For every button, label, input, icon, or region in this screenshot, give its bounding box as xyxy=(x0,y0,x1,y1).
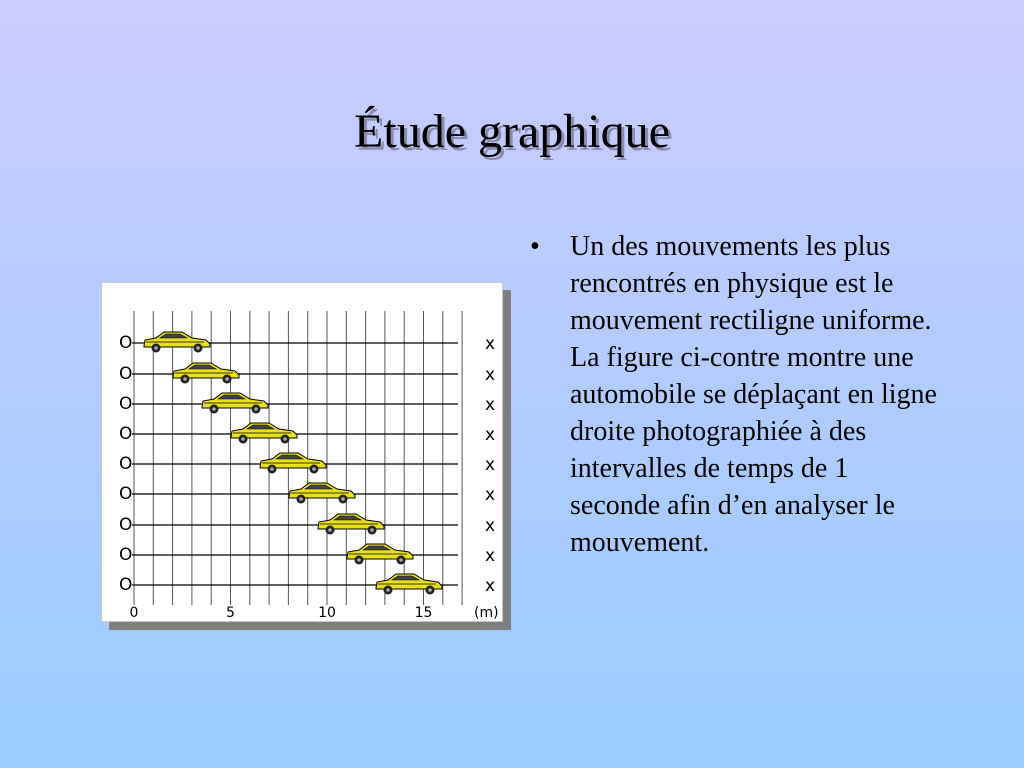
motion-diagram xyxy=(102,283,502,621)
car-icon xyxy=(231,423,297,444)
car-icon xyxy=(318,514,384,535)
right-marker-x: x xyxy=(485,576,496,596)
right-marker-x: x xyxy=(485,516,496,536)
right-marker-x: x xyxy=(485,395,496,415)
left-marker-o: O xyxy=(119,454,133,474)
left-marker-o: O xyxy=(119,484,133,504)
left-marker-o: O xyxy=(119,545,133,565)
left-marker-o: O xyxy=(119,394,133,414)
car-icon xyxy=(202,393,268,414)
left-marker-o: O xyxy=(119,424,133,444)
bullet-text: Un des mouvements les plus rencontrés en physique est le mouvement rectiligne uniforme. La figure ci-contre montre une automobile se déplaçant en ligne droite photographiée à des intervalles de temps de 1 seconde afin d’en analyser le mouvement. xyxy=(570,231,937,558)
motion-figure xyxy=(101,282,503,622)
bullet-marker: • xyxy=(530,231,540,262)
left-marker-o: O xyxy=(119,515,133,535)
car-icon xyxy=(260,453,326,474)
car-icon xyxy=(347,544,413,565)
car-icon xyxy=(144,332,210,353)
x-tick-label: 5 xyxy=(226,605,235,621)
car-icon xyxy=(376,574,442,595)
left-marker-o: O xyxy=(119,364,133,384)
x-tick-label: 10 xyxy=(318,605,336,621)
x-unit-label: (m) xyxy=(474,605,499,621)
x-tick-label: 15 xyxy=(414,605,433,621)
left-marker-o: O xyxy=(119,575,133,595)
right-marker-x: x xyxy=(485,365,496,385)
right-marker-x: x xyxy=(485,455,496,475)
slide-title: Étude graphique xyxy=(354,105,670,158)
x-tick-label: 0 xyxy=(129,605,139,621)
right-marker-x: x xyxy=(485,425,496,445)
right-marker-x: x xyxy=(485,485,496,505)
car-icon xyxy=(289,483,355,504)
left-marker-o: O xyxy=(119,333,133,353)
car-icon xyxy=(173,363,239,384)
right-marker-x: x xyxy=(485,546,496,566)
right-marker-x: x xyxy=(485,334,496,354)
